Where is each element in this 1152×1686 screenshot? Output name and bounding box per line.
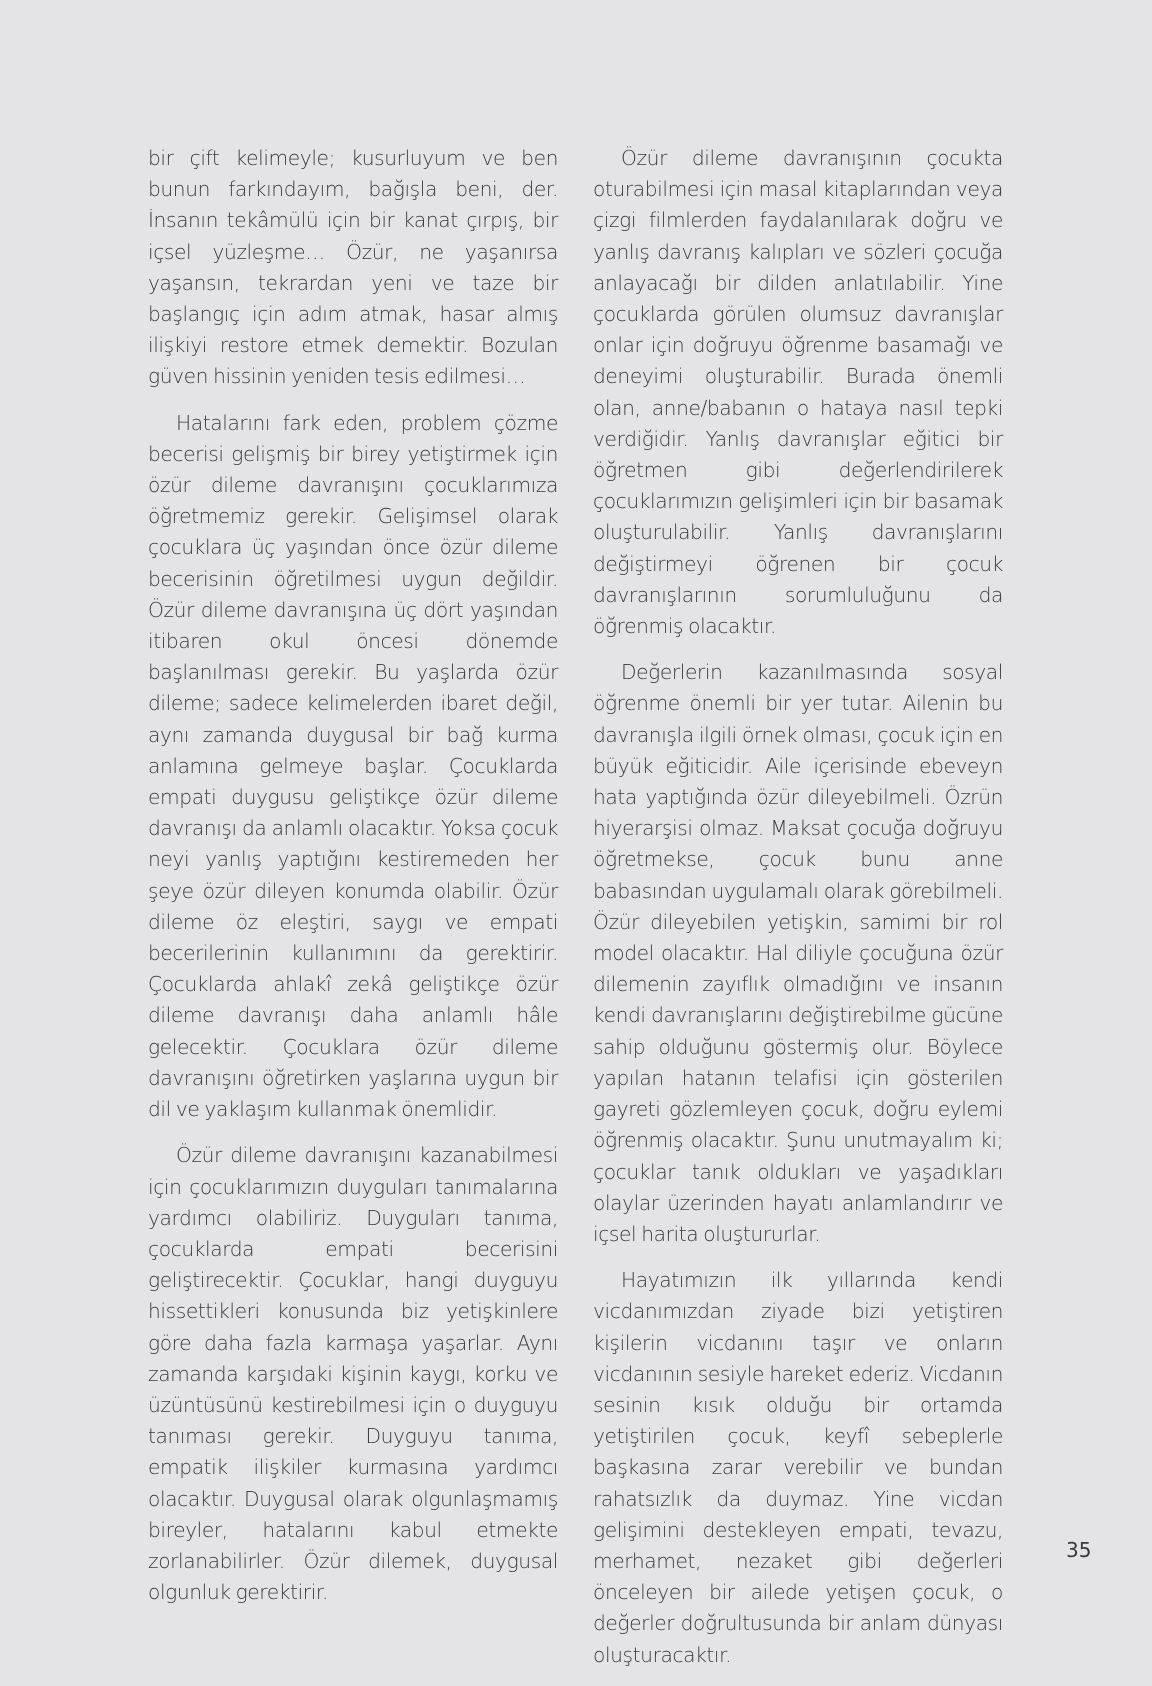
left-column	[148, 143, 558, 1623]
page-number: 35	[1066, 1538, 1092, 1562]
right-column	[593, 143, 1003, 1686]
paragraph: Özür dileme davranışının çocukta oturabilmesi için masal kitaplarından veya çizgi filmlerden faydalanılarak doğru ve yanlış davranış kalıpları ve sözleri çocuğa anlayacağı bir dilden anlatılabilir. Yine çocuklarda görülen olumsuz davranışlar onlar için doğruyu öğrenme basamağı ve deneyimi oluşturabilir. Burada önemli olan, anne/babanın o hataya nasıl tepki verdiğidir. Yanlış davranışlar eğitici bir öğretmen gibi değerlendirilerek çocuklarımızın gelişimleri için bir basamak oluşturulabilir. Yanlış davranışlarını değiştirmeyi öğrenen bir çocuk davranışlarının sorumluluğunu da öğrenmiş olacaktır.	[593, 146, 1003, 639]
paragraph: Özür dileme davranışını kazanabilmesi için çocuklarımızın duyguları tanımalarına yardımcı olabiliriz. Duyguları tanıma, çocuklarda empati becerisini geliştirecektir. Çocuklar, hangi duyguyu hissettikleri konusunda biz yetişkinlere göre daha fazla karmaşa yaşarlar. Aynı zamanda karşıdaki kişinin kaygı, korku ve üzüntüsünü kestirebilmesi için o duyguyu tanıması gerekir. Duyguyu tanıma, empatik ilişkiler kurmasına yardımcı olacaktır. Duygusal olarak olgunlaşmamış bireyler, hatalarını kabul etmekte zorlanabilirler. Özür dilemek, duygusal olgunluk gerektirir.	[148, 1143, 558, 1605]
paragraph: Değerlerin kazanılmasında sosyal öğrenme önemli bir yer tutar. Ailenin bu davranışla ilgili örnek olması, çocuk için en büyük eğiticidir. Aile içerisinde ebeveyn hata yaptığında özür dileyebilmeli. Özrün hiyerarşisi olmaz. Maksat çocuğa doğruyu öğretmekse, çocuk bunu anne babasından uygulamalı olarak görebilmeli. Özür dileyebilen yetişkin, samimi bir rol model olacaktır. Hal diliyle çocuğuna özür dilemenin zayıflık olmadığını ve insanın kendi davranışlarını değiştirebilme gücüne sahip olduğunu göstermiş olur. Böylece yapılan hatanın telafisi için gösterilen gayreti gözlemleyen çocuk, doğru eylemi öğrenmiş olacaktır. Şunu unutmayalım ki; çocuklar tanık oldukları ve yaşadıkları olaylar üzerinden hayatı anlamlandırır ve içsel harita oluştururlar.	[593, 660, 1003, 1246]
paragraph: Hayatımızın ilk yıllarında kendi vicdanımızdan ziyade bizi yetiştiren kişilerin vicdanını taşır ve onların vicdanının sesiyle hareket ederiz. Vicdanın sesinin kısık olduğu bir ortamda yetiştirilen çocuk, keyfî sebeplerle başkasına zarar verebilir ve bundan rahatsızlık da duymaz. Yine vicdan gelişimini destekleyen empati, tevazu, merhamet, nezaket gibi değerleri önceleyen bir ailede yetişen çocuk, o değerler doğrultusunda bir anlam dünyası oluşturacaktır.	[593, 1268, 1003, 1667]
paragraph: bir çift kelimeyle; kusurluyum ve ben bunun farkındayım, bağışla beni, der. İnsanın tekâmülü için bir kanat çırpış, bir içsel yüzleşme… Özür, ne yaşanırsa yaşansın, tekrardan yeni ve taze bir başlangıç için adım atmak, hasar almış ilişkiyi restore etmek demektir. Bozulan güven hissinin yeniden tesis edilmesi…	[148, 146, 558, 389]
paragraph: Hatalarını fark eden, problem çözme becerisi gelişmiş bir birey yetiştirmek için özür dileme davranışını çocuklarımıza öğretmemiz gerekir. Gelişimsel olarak çocuklara üç yaşından önce özür dileme becerisinin öğretilmesi uygun değildir. Özür dileme davranışına üç dört yaşından itibaren okul öncesi dönemde başlanılması gerekir. Bu yaşlarda özür dileme; sadece kelimelerden ibaret değil, aynı zamanda duygusal bir bağ kurma anlamına gelmeye başlar. Çocuklarda empati duygusu geliştikçe özür dileme davranışı da anlamlı olacaktır. Yoksa çocuk neyi yanlış yaptığını kestiremeden her şeye özür dileyen konumda olabilir. Özür dileme öz eleştiri, saygı ve empati becerilerinin kullanımını da gerektirir. Çocuklarda ahlakî zekâ geliştikçe özür dileme davranışı daha anlamlı hâle gelecektir. Çocuklara özür dileme davranışını öğretirken yaşlarına uygun bir dil ve yaklaşım kullanmak önemlidir.	[148, 410, 558, 1122]
